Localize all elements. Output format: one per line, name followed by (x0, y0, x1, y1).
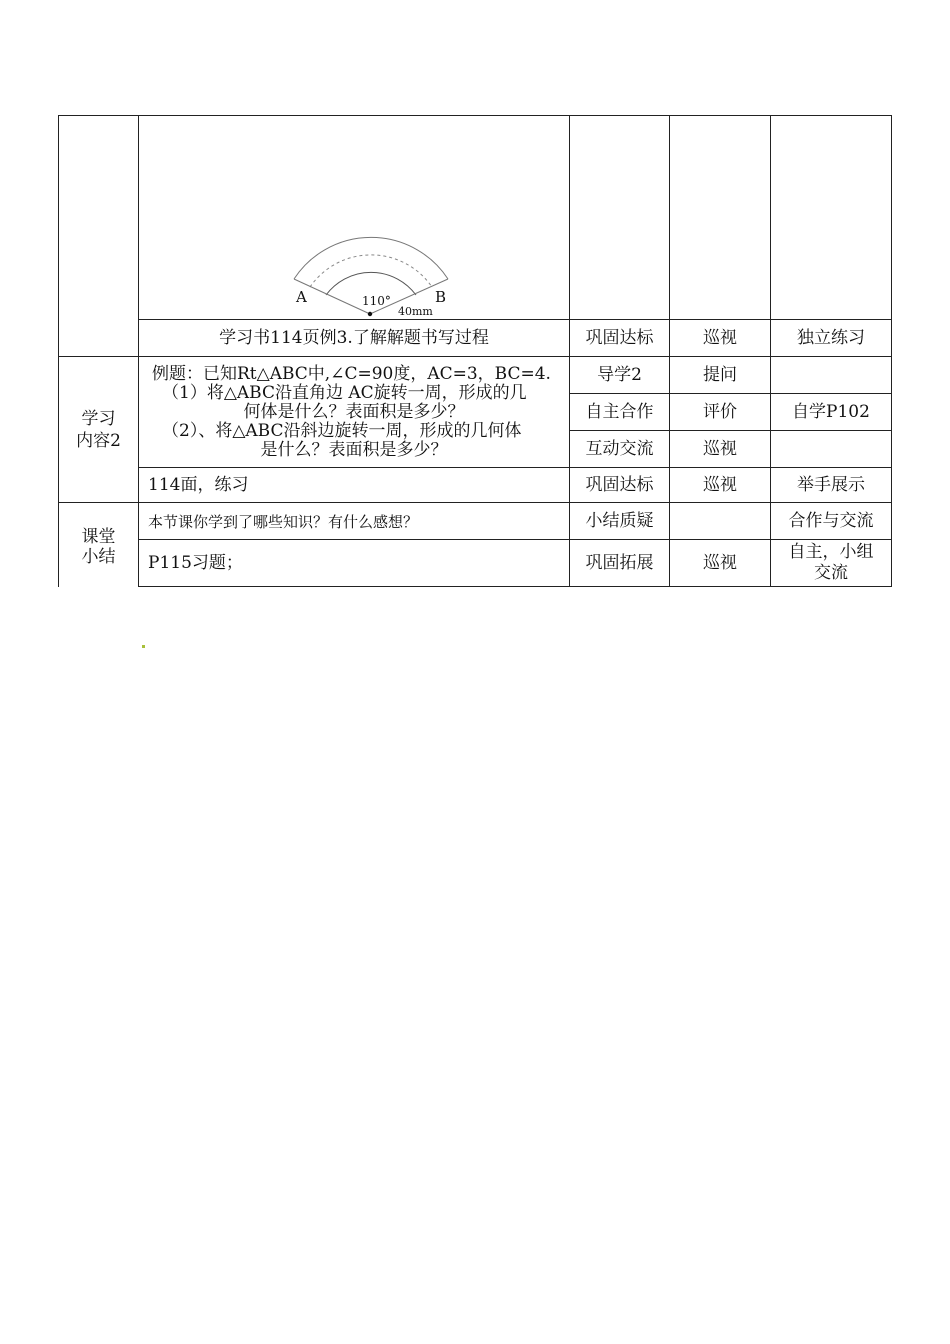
row1-method: 巩固达标 (585, 328, 654, 348)
row-divider (58, 356, 892, 357)
summary-method: 小结质疑 (585, 511, 654, 531)
practice-teacher-activity: 巡视 (703, 475, 737, 495)
center-point (368, 312, 372, 316)
subrow1-method: 导学2 (597, 365, 642, 385)
homework-teacher-activity: 巡视 (703, 553, 737, 573)
example-line-4: （2）、将△ABC沿斜边旋转一周，形成的几何体 (162, 421, 522, 441)
homework-student-activity-line1: 自主，小组 (788, 542, 874, 562)
table-right-border (891, 115, 892, 587)
row-divider (138, 319, 892, 320)
row1-content: 学习书114页例3.了解解题书写过程 (219, 328, 489, 348)
subrow3-teacher-activity: 巡视 (703, 439, 737, 459)
angle-label: 110° (362, 294, 391, 308)
table-top-border (58, 115, 892, 116)
practice-student-activity: 举手展示 (797, 475, 865, 495)
section3-label-line1: 课堂 (81, 527, 116, 547)
row-divider (138, 467, 892, 468)
section3-label-line2: 小结 (81, 547, 116, 567)
row1-student-activity: 独立练习 (797, 328, 865, 348)
example-line-2: （1）将△ABC沿直角边 AC旋转一周，形成的几 (162, 383, 527, 403)
column-divider (669, 115, 670, 587)
subrow1-teacher-activity: 提问 (703, 365, 737, 385)
row-divider (570, 430, 892, 431)
practice-method: 巩固达标 (585, 475, 654, 495)
example-line-1: 例题：已知Rt△ABC中,∠C=90度，AC=3，BC=4. (152, 364, 551, 384)
row-divider (570, 393, 892, 394)
section2-label-line1: 学习 (81, 409, 116, 429)
subrow3-method: 互动交流 (585, 439, 654, 459)
summary-content: 本节课你学到了哪些知识？有什么感想？ (148, 513, 419, 531)
subrow2-method: 自主合作 (585, 402, 654, 422)
subrow2-student-activity: 自学P102 (792, 402, 870, 422)
label-a: A (296, 288, 307, 306)
middle-arc (310, 255, 432, 287)
subrow2-teacher-activity: 评价 (703, 402, 737, 422)
homework-method: 巩固拓展 (585, 553, 654, 573)
table-bottom-border (138, 586, 892, 587)
label-b: B (435, 288, 447, 306)
length-label: 40mm (398, 305, 433, 318)
homework-content: P115习题； (148, 553, 243, 573)
example-line-5: 是什么？表面积是多少？ (260, 440, 448, 460)
section2-label-line2: 内容2 (76, 431, 121, 451)
homework-student-activity-line2: 交流 (814, 563, 848, 583)
practice-content: 114面，练习 (148, 475, 249, 495)
row-divider (138, 539, 892, 540)
summary-student-activity: 合作与交流 (788, 511, 874, 531)
example-line-3: 何体是什么？表面积是多少？ (243, 402, 465, 422)
row1-teacher-activity: 巡视 (703, 328, 737, 348)
stray-dot (142, 645, 145, 648)
column-divider (138, 115, 139, 587)
row-divider (58, 502, 892, 503)
table-left-border (58, 115, 59, 587)
